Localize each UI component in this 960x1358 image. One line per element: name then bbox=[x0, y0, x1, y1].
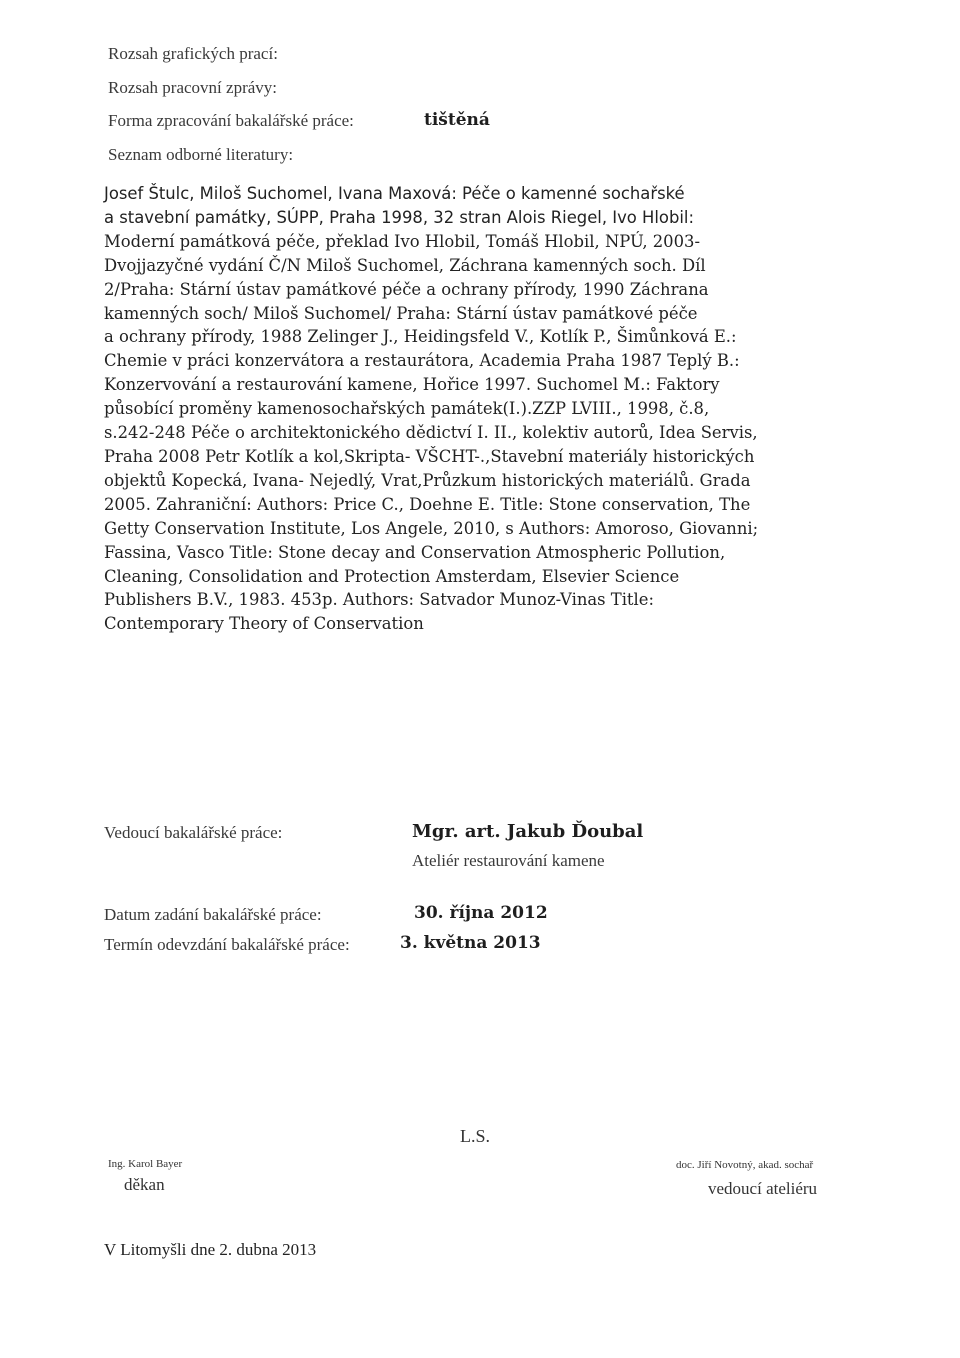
deadline-label: Termín odevzdání bakalářské práce: bbox=[104, 935, 350, 954]
dean-title: děkan bbox=[124, 1175, 165, 1194]
assigned-date-label: Datum zadání bakalářské práce: bbox=[104, 905, 322, 924]
literature-line: kamenných soch/ Miloš Suchomel/ Praha: Stární ústav památkové péče bbox=[104, 303, 698, 323]
literature-line: Dvojjazyčné vydání Č/N Miloš Suchomel, Záchrana kamenných soch. Díl bbox=[104, 255, 706, 275]
literature-line: Publishers B.V., 1983. 453p. Authors: Satvador Munoz-Vinas Title: bbox=[104, 590, 654, 610]
supervisor-studio: Ateliér restaurování kamene bbox=[412, 851, 605, 870]
deadline-value: 3. května 2013 bbox=[400, 933, 541, 953]
studio-head-name: doc. Jiří Novotný, akad. sochař bbox=[676, 1159, 814, 1171]
graphics-scope-label: Rozsah grafických prací: bbox=[108, 44, 278, 63]
literature-line: objektů Kopecká, Ivana- Nejedlý, Vrat,Průzkum historických materiálů. Grada bbox=[104, 470, 751, 490]
literature-line: 2/Praha: Stární ústav památkové péče a ochrany přírody, 1990 Záchrana bbox=[104, 279, 709, 299]
report-scope-label: Rozsah pracovní zprávy: bbox=[108, 78, 277, 97]
literature-line: Fassina, Vasco Title: Stone decay and Conservation Atmospheric Pollution, bbox=[104, 542, 726, 562]
literature-list bbox=[104, 182, 864, 636]
supervisor-name: Mgr. art. Jakub Ďoubal bbox=[412, 821, 644, 842]
dean-name: Ing. Karol Bayer bbox=[108, 1158, 183, 1170]
literature-line: 2005. Zahraniční: Authors: Price C., Doehne E. Title: Stone conservation, The bbox=[104, 494, 751, 514]
seal-mark: L.S. bbox=[460, 1126, 491, 1146]
literature-line: Cleaning, Consolidation and Protection Amsterdam, Elsevier Science bbox=[104, 566, 680, 586]
literature-line: Getty Conservation Institute, Los Angele, 2010, s Authors: Amoroso, Giovanni; bbox=[104, 518, 759, 538]
literature-line: Praha 2008 Petr Kotlík a kol,Skripta- VŠCHT-.,Stavební materiály historických bbox=[104, 446, 755, 466]
literature-line: Konzervování a restaurování kamene, Hořice 1997. Suchomel M.: Faktory bbox=[104, 375, 720, 395]
assigned-date-value: 30. října 2012 bbox=[414, 903, 548, 923]
literature-line: Moderní památková péče, překlad Ivo Hlobil, Tomáš Hlobil, NPÚ, 2003- bbox=[104, 231, 700, 251]
literature-line: s.242-248 Péče o architektonického dědictví I. II., kolektiv autorů, Idea Servis, bbox=[104, 423, 758, 443]
form-value: tištěná bbox=[424, 110, 490, 130]
literature-line: působící proměny kamenosochařských památek(I.).ZZP LVIII., 1998, č.8, bbox=[104, 399, 710, 419]
literature-line: Contemporary Theory of Conservation bbox=[104, 614, 424, 634]
literature-label: Seznam odborné literatury: bbox=[108, 145, 294, 164]
studio-head-title: vedoucí ateliéru bbox=[708, 1179, 818, 1198]
literature-line: Josef Štulc, Miloš Suchomel, Ivana Maxová: Péče o kamenné sochařské bbox=[104, 184, 685, 203]
literature-line: a ochrany přírody, 1988 Zelinger J., Heidingsfeld V., Kotlík P., Šimůnková E.: bbox=[104, 327, 737, 347]
form-label: Forma zpracování bakalářské práce: bbox=[108, 111, 354, 130]
place-date: V Litomyšli dne 2. dubna 2013 bbox=[104, 1240, 317, 1259]
literature-line: a stavební památky, SÚPP, Praha 1998, 32 stran Alois Riegel, Ivo Hlobil: bbox=[104, 207, 694, 227]
supervisor-label: Vedoucí bakalářské práce: bbox=[104, 823, 283, 842]
literature-line: Chemie v práci konzervátora a restaurátora, Academia Praha 1987 Teplý B.: bbox=[104, 351, 740, 371]
